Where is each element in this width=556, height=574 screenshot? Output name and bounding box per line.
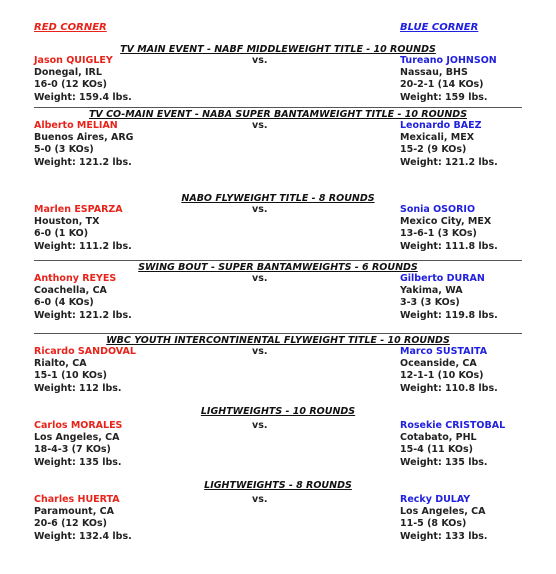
blue-fighter-name: Tureano JOHNSON: [400, 55, 497, 66]
red-fighter: [34, 420, 122, 469]
red-fighter-record: 16-0 (12 KOs): [34, 79, 107, 91]
bout-title: LIGHTWEIGHTS - 10 ROUNDS: [200, 406, 356, 417]
vs-label: vs.: [252, 494, 268, 505]
blue-fighter-record: 15-4 (11 KOs): [400, 444, 473, 456]
blue-fighter: [400, 120, 498, 169]
blue-fighter: [400, 204, 498, 253]
red-fighter-hometown: Donegal, IRL: [34, 67, 102, 79]
red-fighter: [34, 55, 132, 104]
red-fighter-weight: Weight: 112 lbs.: [34, 382, 122, 394]
red-fighter: [34, 346, 136, 395]
red-fighter-name: Charles HUERTA: [34, 494, 120, 505]
bout-title: TV CO-MAIN EVENT - NABA SUPER BANTAMWEIGHT TITLE - 10 ROUNDS: [88, 109, 468, 120]
section-divider: [34, 260, 522, 261]
vs-label: vs.: [252, 346, 268, 357]
blue-fighter-record: 20-2-1 (14 KOs): [400, 79, 484, 91]
red-fighter-name: Carlos MORALES: [34, 420, 123, 431]
blue-fighter-record: 15-2 (9 KOs): [400, 144, 467, 156]
red-fighter-record: 18-4-3 (7 KOs): [34, 444, 111, 456]
red-fighter-hometown: Coachella, CA: [34, 285, 107, 297]
blue-corner-heading: BLUE CORNER: [400, 22, 479, 33]
blue-fighter-name: Rosekie CRISTOBAL: [400, 420, 506, 431]
blue-fighter-hometown: Mexicali, MEX: [400, 132, 475, 144]
red-fighter: [34, 120, 133, 169]
red-fighter-record: 5-0 (3 KOs): [34, 144, 94, 156]
vs-label: vs.: [252, 55, 268, 66]
vs-label: vs.: [252, 204, 268, 215]
blue-fighter-weight: Weight: 159 lbs.: [400, 91, 488, 103]
red-fighter-name: Ricardo SANDOVAL: [34, 346, 136, 357]
blue-fighter-hometown: Nassau, BHS: [400, 67, 468, 79]
bout-title: LIGHTWEIGHTS - 8 ROUNDS: [204, 480, 352, 491]
red-fighter-hometown: Rialto, CA: [34, 358, 87, 370]
red-fighter-record: 6-0 (1 KO): [34, 228, 89, 240]
blue-fighter-weight: Weight: 111.8 lbs.: [400, 240, 498, 252]
blue-fighter-record: 13-6-1 (3 KOs): [400, 228, 477, 240]
blue-fighter-record: 12-1-1 (10 KOs): [400, 370, 484, 382]
red-fighter: [34, 494, 132, 543]
red-fighter-hometown: Buenos Aires, ARG: [34, 132, 134, 144]
blue-fighter-weight: Weight: 110.8 lbs.: [400, 382, 498, 394]
bout-title: TV MAIN EVENT - NABF MIDDLEWEIGHT TITLE - 10 ROUNDS: [120, 44, 436, 55]
blue-fighter-weight: Weight: 135 lbs.: [400, 456, 488, 468]
blue-fighter-name: Leonardo BAEZ: [400, 120, 482, 131]
blue-fighter: [400, 494, 488, 543]
red-fighter-record: 6-0 (4 KOs): [34, 297, 94, 309]
red-fighter-name: Alberto MELIAN: [34, 120, 118, 131]
red-fighter-weight: Weight: 135 lbs.: [34, 456, 122, 468]
vs-label: vs.: [252, 420, 268, 431]
section-divider: [34, 107, 522, 108]
blue-fighter-record: 11-5 (8 KOs): [400, 518, 467, 530]
blue-fighter-hometown: Oceanside, CA: [400, 358, 477, 370]
red-fighter: [34, 273, 132, 322]
red-fighter-weight: Weight: 159.4 lbs.: [34, 91, 132, 103]
blue-fighter-name: Gilberto DURAN: [400, 273, 485, 284]
red-fighter-hometown: Houston, TX: [34, 216, 100, 228]
blue-fighter: [400, 55, 497, 104]
section-divider: [34, 333, 522, 334]
red-fighter-weight: Weight: 121.2 lbs.: [34, 156, 132, 168]
blue-fighter: [400, 273, 498, 322]
red-corner-heading: RED CORNER: [34, 22, 107, 33]
blue-fighter-record: 3-3 (3 KOs): [400, 297, 460, 309]
bout-title: SWING BOUT - SUPER BANTAMWEIGHTS - 6 ROUNDS: [138, 262, 418, 273]
blue-fighter: [400, 420, 505, 469]
blue-fighter-hometown: Cotabato, PHL: [400, 432, 477, 444]
red-fighter: [34, 204, 132, 253]
blue-fighter-name: Sonia OSORIO: [400, 204, 476, 215]
red-fighter-weight: Weight: 121.2 lbs.: [34, 309, 132, 321]
red-fighter-name: Jason QUIGLEY: [34, 55, 113, 66]
red-fighter-weight: Weight: 132.4 lbs.: [34, 530, 132, 542]
blue-fighter: [400, 346, 498, 395]
blue-fighter-hometown: Los Angeles, CA: [400, 506, 486, 518]
bout-title: NABO FLYWEIGHT TITLE - 8 ROUNDS: [181, 193, 375, 204]
red-fighter-name: Anthony REYES: [34, 273, 117, 284]
red-fighter-hometown: Paramount, CA: [34, 506, 114, 518]
blue-fighter-hometown: Mexico City, MEX: [400, 216, 492, 228]
blue-fighter-weight: Weight: 133 lbs.: [400, 530, 488, 542]
red-fighter-hometown: Los Angeles, CA: [34, 432, 120, 444]
red-fighter-name: Marlen ESPARZA: [34, 204, 123, 215]
blue-fighter-weight: Weight: 121.2 lbs.: [400, 156, 498, 168]
red-fighter-record: 15-1 (10 KOs): [34, 370, 107, 382]
bout-title: WBC YOUTH INTERCONTINENTAL FLYWEIGHT TITLE - 10 ROUNDS: [106, 335, 450, 346]
blue-fighter-name: Recky DULAY: [400, 494, 471, 505]
red-fighter-record: 20-6 (12 KOs): [34, 518, 107, 530]
vs-label: vs.: [252, 273, 268, 284]
blue-fighter-hometown: Yakima, WA: [400, 285, 463, 297]
blue-fighter-weight: Weight: 119.8 lbs.: [400, 309, 498, 321]
vs-label: vs.: [252, 120, 268, 131]
blue-fighter-name: Marco SUSTAITA: [400, 346, 488, 357]
red-fighter-weight: Weight: 111.2 lbs.: [34, 240, 132, 252]
